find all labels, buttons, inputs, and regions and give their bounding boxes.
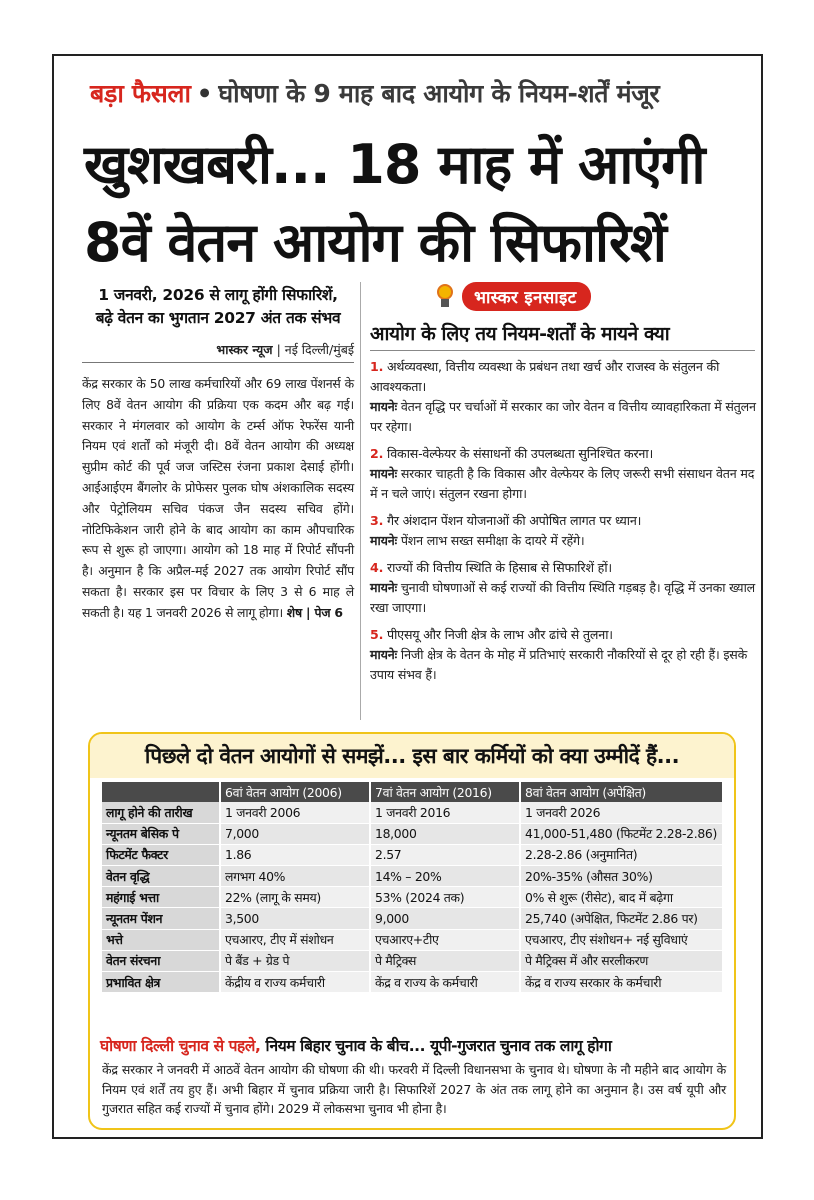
meaning-label: मायनेः bbox=[370, 580, 398, 595]
headline bbox=[84, 126, 744, 282]
table-cell: एचआरए, टीए में संशोधन bbox=[220, 929, 370, 950]
insight-meaning bbox=[370, 531, 758, 551]
comparison-table bbox=[102, 782, 724, 993]
insight-point bbox=[370, 511, 758, 531]
table-cell: केंद्रीय व राज्य कर्मचारी bbox=[220, 972, 370, 993]
table-cell: केंद्र व राज्य के कर्मचारी bbox=[370, 972, 520, 993]
table-cell: 1 जनवरी 2016 bbox=[370, 802, 520, 823]
point-number: 4. bbox=[370, 560, 384, 575]
story-body bbox=[82, 374, 354, 624]
column-divider bbox=[360, 282, 361, 720]
point-number: 2. bbox=[370, 446, 384, 461]
table-row bbox=[102, 887, 723, 908]
table-header-cell bbox=[102, 782, 220, 802]
table-row bbox=[102, 929, 723, 950]
insight-point bbox=[370, 558, 758, 578]
divider bbox=[370, 350, 755, 351]
point-number: 1. bbox=[370, 359, 384, 374]
meaning-text: सरकार चाहती है कि विकास और वेल्फेयर के लिए जरूरी सभी संसाधन वेतन मद में न चले जाएं। संतुलन रखना होगा। bbox=[370, 466, 755, 501]
subhead bbox=[82, 284, 354, 330]
kicker bbox=[90, 76, 740, 110]
table-cell: 1.86 bbox=[220, 844, 370, 865]
kicker-text: घोषणा के 9 माह बाद आयोग के नियम-शर्तें मंजूर bbox=[218, 79, 660, 108]
insight-points bbox=[370, 356, 758, 692]
meaning-text: चुनावी घोषणाओं से कई राज्यों की वित्तीय स्थिति गड़बड़ है। वृद्धि में उनका ख्याल रखा जाएगा। bbox=[370, 580, 756, 615]
point-text: विकास-वेल्फेयर के संसाधनों की उपलब्धता सुनिश्चित करना। bbox=[386, 446, 654, 461]
table-cell: केंद्र व राज्य सरकार के कर्मचारी bbox=[520, 972, 723, 993]
row-label: वेतन संरचना bbox=[102, 950, 220, 971]
table-cell: 0% से शुरू (रीसेट), बाद में बढ़ेगा bbox=[520, 887, 723, 908]
table-cell: 20%-35% (औसत 30%) bbox=[520, 866, 723, 887]
story-continued: शेष | पेज 6 bbox=[286, 604, 343, 620]
meaning-text: पेंशन लाभ सख्त समीक्षा के दायरे में रहेंगे। bbox=[400, 533, 585, 548]
table-cell: 1 जनवरी 2006 bbox=[220, 802, 370, 823]
meaning-text: वेतन वृद्धि पर चर्चाओं में सरकार का जोर वेतन व वित्तीय व्यावहारिकता में संतुलन पर रहेगा। bbox=[370, 399, 756, 434]
subhead-line-1: 1 जनवरी, 2026 से लागू होंगी सिफारिशें, bbox=[98, 286, 338, 304]
lightbulb-icon bbox=[432, 281, 458, 311]
headline-line-2: 8वें वेतन आयोग की सिफारिशें bbox=[84, 211, 666, 274]
table-header-cell: 8वां वेतन आयोग (अपेक्षित) bbox=[520, 782, 723, 802]
insight-meaning bbox=[370, 464, 758, 504]
table-cell: 14% – 20% bbox=[370, 866, 520, 887]
row-label: न्यूनतम बेसिक पे bbox=[102, 823, 220, 844]
point-text: अर्थव्यवस्था, वित्तीय व्यवस्था के प्रबंधन तथा खर्च और राजस्व के संतुलन की आवश्यकता। bbox=[370, 359, 720, 394]
table-cell: पे मैट्रिक्स bbox=[370, 950, 520, 971]
table-cell: 22% (लागू के समय) bbox=[220, 887, 370, 908]
comparison-title: पिछले दो वेतन आयोगों से समझें... इस बार कर्मियों को क्या उम्मीदें हैं... bbox=[90, 734, 734, 778]
table-cell: 1 जनवरी 2026 bbox=[520, 802, 723, 823]
row-label: फिटमेंट फैक्टर bbox=[102, 844, 220, 865]
table-cell: 7,000 bbox=[220, 823, 370, 844]
comparison-text: केंद्र सरकार ने जनवरी में आठवें वेतन आयोग की घोषणा की थी। फरवरी में दिल्ली विधानसभा के चुनाव थे। घोषणा के नौ महीने बाद आयोग के नियम एवं शर्तें तय हुए हैं। अभी बिहार में चुनाव प्रक्रिया जारी है। सिफारिशें 2027 के अंत तक लागू होने का अनुमान है। उस वर्ष यूपी और गुजरात सहित कई राज्यों में चुनाव होंगे। 2029 में लोकसभा चुनाव भी होना है। bbox=[102, 1062, 726, 1116]
story-text: केंद्र सरकार के 50 लाख कर्मचारियों और 69 लाख पेंशनर्स के लिए 8वें वेतन आयोग की प्रक्रिया एक कदम और बढ़ गई। सरकार ने मंगलवार को आयोग के टर्म्स ऑफ रेफरेंस यानी नियम एवं शर्तों को मंजूरी दी। 8वें वेतन आयोग की अध्यक्ष सुप्रीम कोर्ट की पूर्व जज जस्टिस रंजना प्रकाश देसाई होंगी। आईआईएम बैंगलोर के प्रोफेसर पुलक घोष अंशकालिक सदस्य और पेट्रोलियम सचिव पंकज जैन सदस्य सचिव होंगे। नोटिफिकेशन जारी होने के बाद आयोग का काम औपचारिक रूप से शुरू हो जाएगा। आयोग को 18 माह में रिपोर्ट सौंपनी है। अनुमान है कि अप्रैल-मई 2027 तक आयोग रिपोर्ट सौंप सकता है। सरकार इस पर विचार के लिए 3 से 6 माह ले सकती है। यह 1 जनवरी 2026 से लागू होगा। bbox=[82, 376, 354, 620]
insight-meaning bbox=[370, 578, 758, 618]
point-number: 5. bbox=[370, 627, 384, 642]
subhead-red: घोषणा दिल्ली चुनाव से पहले, bbox=[100, 1037, 261, 1055]
insight-point bbox=[370, 444, 758, 464]
table-cell: 18,000 bbox=[370, 823, 520, 844]
table-cell: 2.28-2.86 (अनुमानित) bbox=[520, 844, 723, 865]
insight-title: आयोग के लिए तय नियम-शर्तों के मायने क्या bbox=[370, 323, 670, 345]
insight-badge-label: भास्कर इनसाइट bbox=[462, 282, 591, 311]
byline bbox=[82, 341, 354, 358]
table-cell: 25,740 (अपेक्षित, फिटमेंट 2.86 पर) bbox=[520, 908, 723, 929]
point-text: पीएसयू और निजी क्षेत्र के लाभ और ढांचे से तुलना। bbox=[386, 627, 613, 642]
table-row bbox=[102, 908, 723, 929]
meaning-label: मायनेः bbox=[370, 533, 398, 548]
newspaper-clipping bbox=[52, 54, 763, 1139]
divider bbox=[82, 362, 354, 363]
subhead-line-2: बढ़े वेतन का भुगतान 2027 अंत तक संभव bbox=[95, 309, 341, 327]
table-cell: 2.57 bbox=[370, 844, 520, 865]
table-cell: 3,500 bbox=[220, 908, 370, 929]
row-label: लागू होने की तारीख bbox=[102, 802, 220, 823]
insight-meaning bbox=[370, 645, 758, 685]
insight-badge bbox=[432, 281, 591, 311]
meaning-label: मायनेः bbox=[370, 466, 398, 481]
byline-agency: भास्कर न्यूज bbox=[216, 342, 273, 357]
table-header-cell: 7वां वेतन आयोग (2016) bbox=[370, 782, 520, 802]
point-text: गैर अंशदान पेंशन योजनाओं की अपोषित लागत पर ध्यान। bbox=[386, 513, 642, 528]
meaning-text: निजी क्षेत्र के वेतन के मोह में प्रतिभाएं सरकारी नौकरियों से दूर हो रही हैं। इसके उपाय संभव हैं। bbox=[370, 647, 748, 682]
point-number: 3. bbox=[370, 513, 384, 528]
table-cell: 41,000-51,480 (फिटमेंट 2.28-2.86) bbox=[520, 823, 723, 844]
table-row bbox=[102, 823, 723, 844]
table-cell: एचआरए+टीए bbox=[370, 929, 520, 950]
comparison-box bbox=[88, 732, 736, 1130]
table-cell: 9,000 bbox=[370, 908, 520, 929]
row-label: भत्ते bbox=[102, 929, 220, 950]
table-row bbox=[102, 972, 723, 993]
table-row bbox=[102, 866, 723, 887]
meaning-label: मायनेः bbox=[370, 399, 398, 414]
table-header-cell: 6वां वेतन आयोग (2006) bbox=[220, 782, 370, 802]
kicker-separator: • bbox=[196, 79, 213, 108]
table-row bbox=[102, 844, 723, 865]
insight-meaning bbox=[370, 397, 758, 437]
table-header-row bbox=[102, 782, 723, 802]
table-cell: एचआरए, टीए संशोधन+ नई सुविधाएं bbox=[520, 929, 723, 950]
table-row bbox=[102, 950, 723, 971]
kicker-label: बड़ा फैसला bbox=[90, 79, 191, 108]
table-cell: लगभग 40% bbox=[220, 866, 370, 887]
point-text: राज्यों की वित्तीय स्थिति के हिसाब से सिफारिशें हों। bbox=[386, 560, 612, 575]
headline-line-1: खुशखबरी... 18 माह में आएंगी bbox=[84, 133, 705, 196]
table-cell: पे बैंड + ग्रेड पे bbox=[220, 950, 370, 971]
table-cell: 53% (2024 तक) bbox=[370, 887, 520, 908]
insight-point bbox=[370, 357, 758, 397]
table-cell: पे मैट्रिक्स में और सरलीकरण bbox=[520, 950, 723, 971]
insight-point bbox=[370, 625, 758, 645]
row-label: न्यूनतम पेंशन bbox=[102, 908, 220, 929]
comparison-subhead bbox=[100, 1034, 726, 1056]
table-row bbox=[102, 802, 723, 823]
row-label: प्रभावित क्षेत्र bbox=[102, 972, 220, 993]
byline-place: | नई दिल्ली/मुंबई bbox=[276, 342, 354, 357]
meaning-label: मायनेः bbox=[370, 647, 398, 662]
row-label: वेतन वृद्धि bbox=[102, 866, 220, 887]
subhead-black: नियम बिहार चुनाव के बीच... यूपी-गुजरात चुनाव तक लागू होगा bbox=[260, 1037, 612, 1055]
row-label: महंगाई भत्ता bbox=[102, 887, 220, 908]
